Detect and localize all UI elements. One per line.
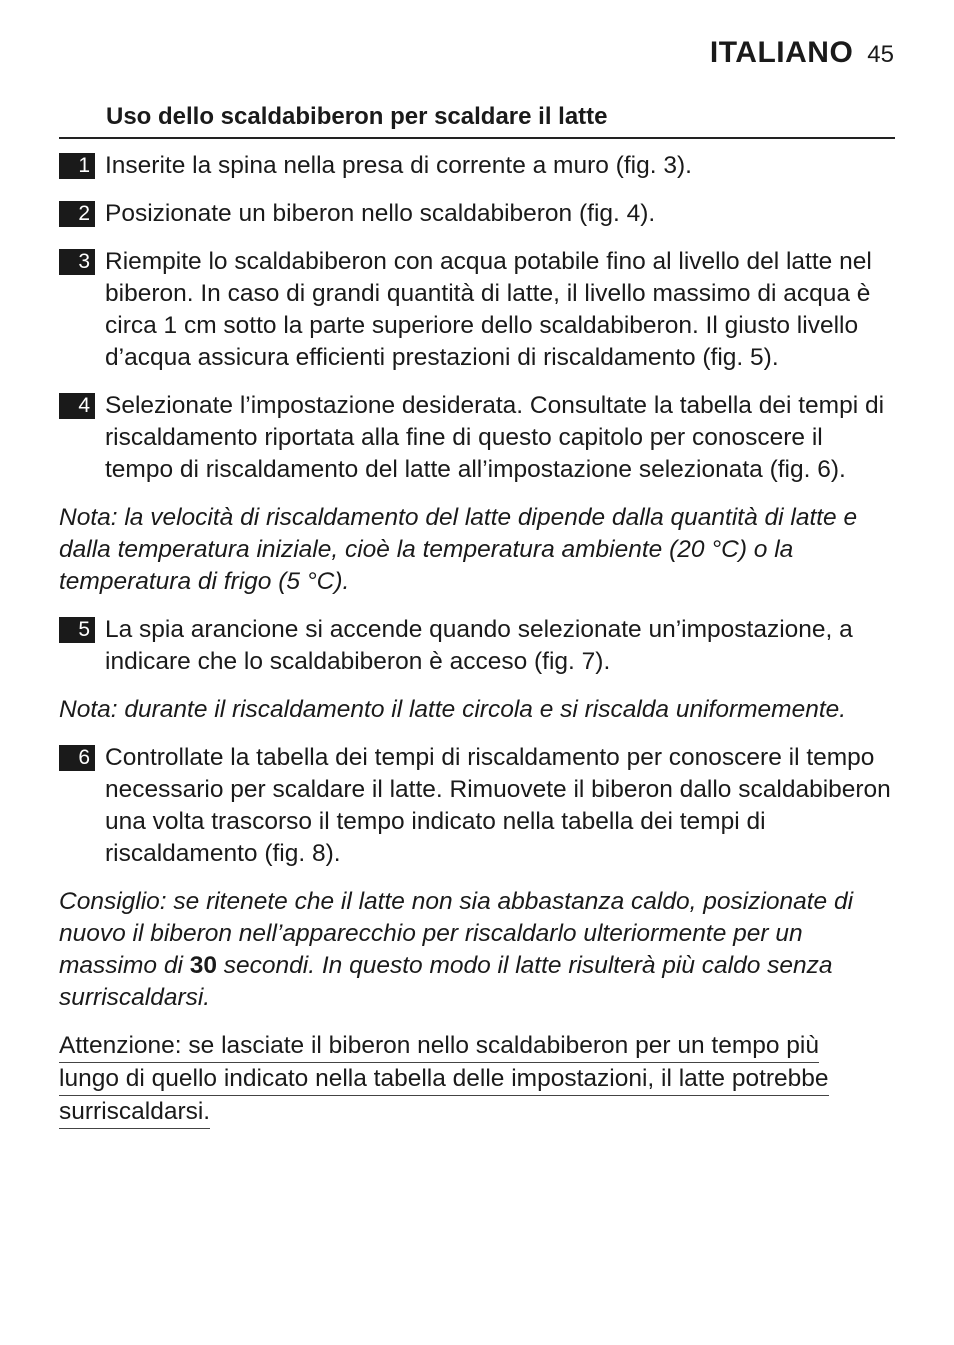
tip-text-end: secondi. In questo modo il latte risulterà più caldo senza surriscaldarsi. xyxy=(59,952,833,1011)
warning-line: surriscaldarsi. xyxy=(59,1096,210,1129)
step-1 xyxy=(59,150,894,182)
step-number: 5 xyxy=(59,617,95,643)
step-number: 6 xyxy=(59,745,95,771)
step-number: 2 xyxy=(59,201,95,227)
instructions-body xyxy=(59,150,894,1129)
note-heating-speed: Nota: la velocità di riscaldamento del latte dipende dalla quantità di latte e dalla temperatura iniziale, cioè la temperatura ambiente (20 °C) o la temperatura di frigo (5 °C). xyxy=(59,504,858,595)
step-number: 3 xyxy=(59,249,95,275)
warning-line: lungo di quello indicato nella tabella delle impostazioni, il latte potrebbe xyxy=(59,1063,829,1096)
step-5 xyxy=(59,614,894,678)
step-text: Riempite lo scaldabiberon con acqua potabile fino al livello del latte nel biberon. In caso di grandi quantità di latte, il livello massimo di acqua è circa 1 cm sotto la parte superiore dello scaldabiberon. Il giusto livello d’acqua assicura efficienti prestazioni di riscaldamento (fig. 5). xyxy=(105,248,872,371)
step-text: Inserite la spina nella presa di corrente a muro (fig. 3). xyxy=(105,152,692,179)
step-text: La spia arancione si accende quando selezionate un’impostazione, a indicare che lo scaldabiberon è acceso (fig. 7). xyxy=(105,616,853,675)
tip-seconds-value: 30 xyxy=(189,952,217,979)
language-label: ITALIANO xyxy=(709,36,854,69)
title-divider xyxy=(59,137,895,139)
tip-text-start: Consiglio: se ritenete che il latte non sia abbastanza caldo, posizionate di nuovo il biberon nell’apparecchio per riscaldarlo ulteriormente per un massimo di xyxy=(59,888,854,979)
section-title: Uso dello scaldabiberon per scaldare il latte xyxy=(106,103,608,130)
page-number: 45 xyxy=(867,41,894,68)
step-4 xyxy=(59,390,894,486)
step-2 xyxy=(59,198,894,230)
step-number: 1 xyxy=(59,153,95,179)
step-6 xyxy=(59,742,894,870)
note-circulation: Nota: durante il riscaldamento il latte circola e si riscalda uniformemente. xyxy=(59,696,847,723)
step-number: 4 xyxy=(59,393,95,419)
step-text: Selezionate l’impostazione desiderata. Consultate la tabella dei tempi di riscaldamento riportata alla fine di questo capitolo per conoscere il tempo di riscaldamento del latte all’impostazione selezionata (fig. 6). xyxy=(105,392,885,483)
warning-line: Attenzione: se lasciate il biberon nello scaldabiberon per un tempo più xyxy=(59,1030,819,1063)
page-header xyxy=(710,36,894,70)
step-text: Controllate la tabella dei tempi di riscaldamento per conoscere il tempo necessario per scaldare il latte. Rimuovete il biberon dallo scaldabiberon una volta trascorso il tempo indicato nella tabella dei tempi di riscaldamento (fig. 8). xyxy=(105,744,891,867)
warning xyxy=(59,1030,894,1129)
step-text: Posizionate un biberon nello scaldabiberon (fig. 4). xyxy=(105,200,656,227)
step-3 xyxy=(59,246,894,374)
tip xyxy=(59,886,894,1014)
